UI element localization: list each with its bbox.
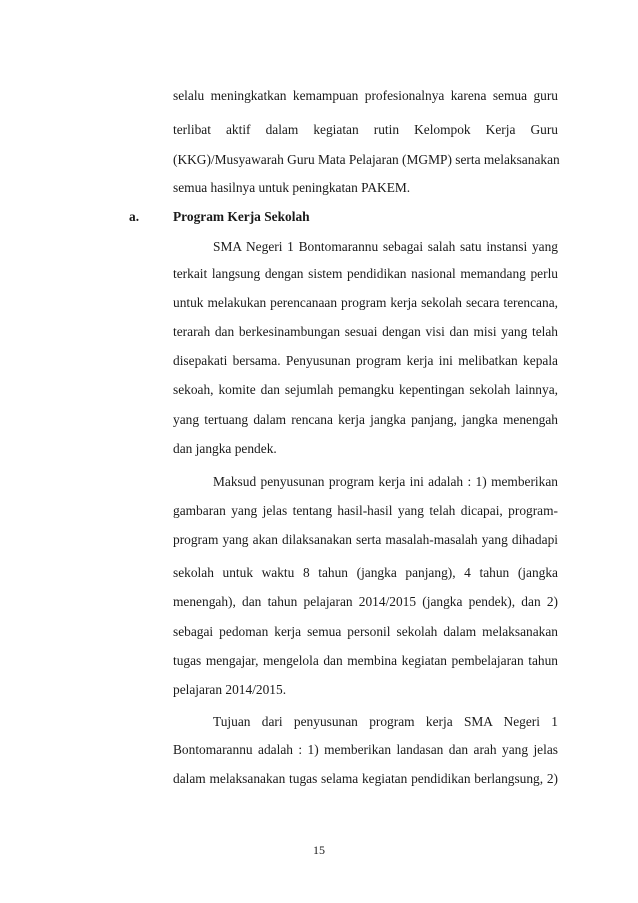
- text-line: sebagai pedoman kerja semua personil sekolah dalam melaksanakan: [173, 624, 558, 639]
- text-line: terkait langsung dengan sistem pendidikan nasional memandang perlu: [173, 266, 558, 281]
- text-line: Maksud penyusunan program kerja ini adalah : 1) memberikan: [213, 474, 558, 489]
- text-line: SMA Negeri 1 Bontomarannu sebagai salah satu instansi yang: [213, 239, 558, 254]
- page-number: 15: [313, 843, 325, 857]
- section-marker: a.: [129, 209, 140, 224]
- text-line: yang tertuang dalam rencana kerja jangka panjang, jangka menengah: [173, 412, 558, 427]
- text-line: untuk melakukan perencanaan program kerja sekolah secara terencana,: [173, 295, 558, 310]
- text-line: terarah dan berkesinambungan sesuai dengan visi dan misi yang telah: [173, 324, 558, 339]
- text-line: Bontomarannu adalah : 1) memberikan landasan dan arah yang jelas: [173, 742, 558, 757]
- text-line: gambaran yang jelas tentang hasil-hasil yang telah dicapai, program-: [173, 503, 558, 518]
- text-line: program yang akan dilaksanakan serta masalah-masalah yang dihadapi: [173, 532, 558, 547]
- text-line: dan jangka pendek.: [173, 441, 277, 456]
- text-line: Tujuan dari penyusunan program kerja SMA Negeri 1: [213, 714, 558, 729]
- text-line: (KKG)/Musyawarah Guru Mata Pelajaran (MGMP) serta melaksanakan: [173, 152, 560, 167]
- text-line: dalam melaksanakan tugas selama kegiatan pendidikan berlangsung, 2): [173, 771, 558, 786]
- text-line: semua hasilnya untuk peningkatan PAKEM.: [173, 180, 411, 195]
- text-line: pelajaran 2014/2015.: [173, 682, 287, 697]
- text-line: terlibat aktif dalam kegiatan rutin Kelompok Kerja Guru: [173, 122, 558, 137]
- text-line: sekoah, komite dan sejumlah pemangku kepentingan sekolah lainnya,: [173, 382, 558, 397]
- text-line: selalu meningkatkan kemampuan profesionalnya karena semua guru: [173, 88, 558, 103]
- section-title: Program Kerja Sekolah: [173, 209, 310, 224]
- text-line: disepakati bersama. Penyusunan program kerja ini melibatkan kepala: [173, 353, 558, 368]
- text-line: tugas mengajar, mengelola dan membina kegiatan pembelajaran tahun: [173, 653, 558, 668]
- text-line: sekolah untuk waktu 8 tahun (jangka panjang), 4 tahun (jangka: [173, 565, 558, 580]
- text-line: menengah), dan tahun pelajaran 2014/2015 (jangka pendek), dan 2): [173, 594, 558, 609]
